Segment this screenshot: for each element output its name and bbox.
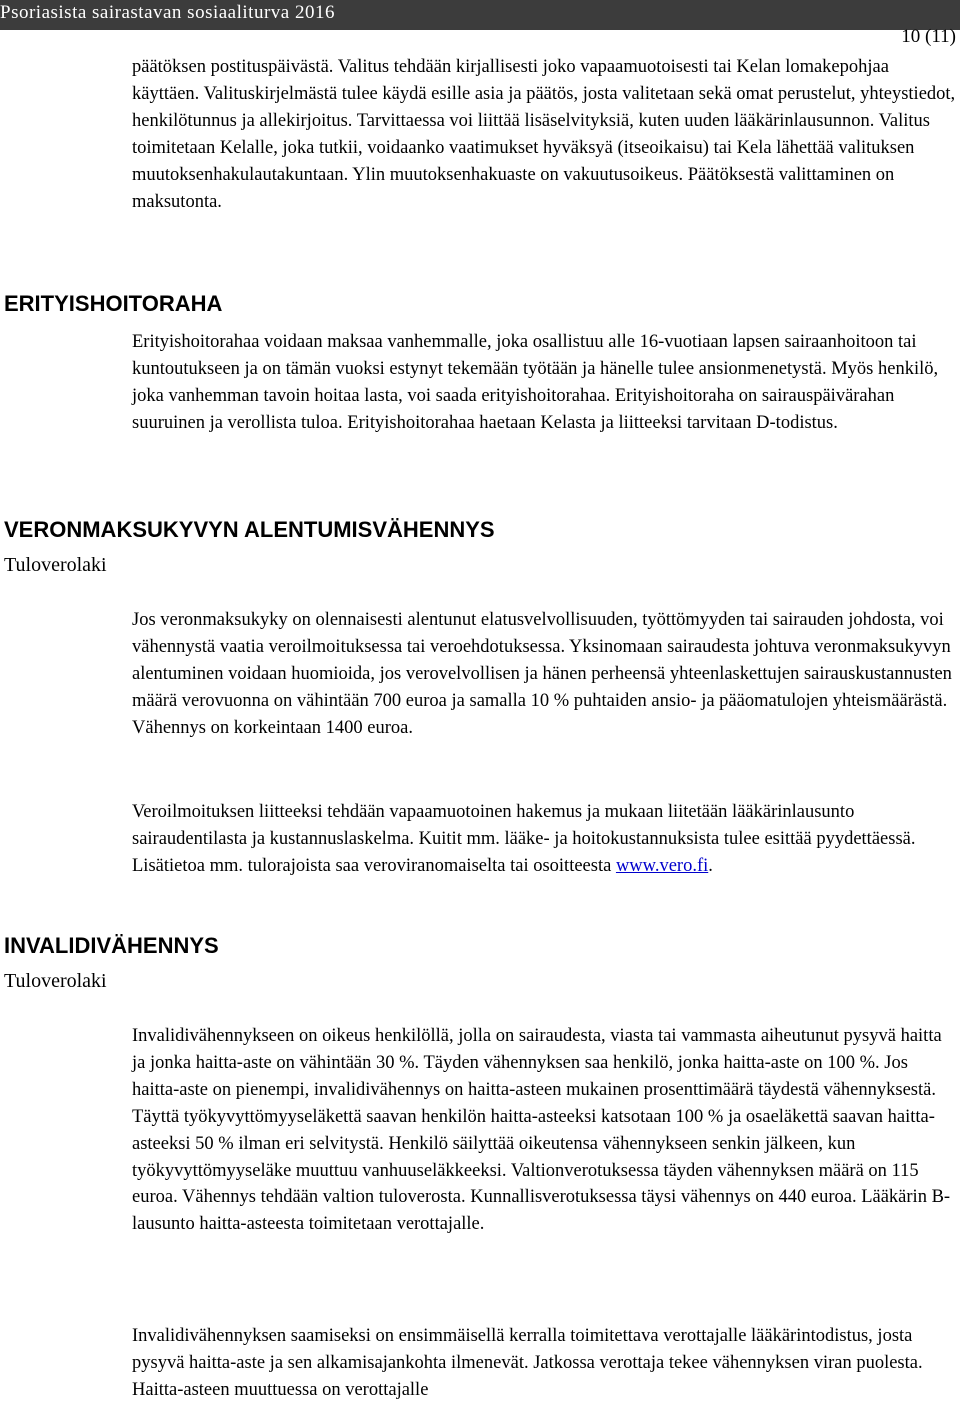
- erityishoitoraha-heading: ERITYISHOITORAHA: [4, 291, 223, 316]
- veronmaksukyky-paragraph-2: [132, 799, 958, 880]
- document-title: Psoriasista sairastavan sosiaaliturva 2016: [0, 2, 335, 23]
- veronmaksukyky-paragraph-2-text: Veroilmoituksen liitteeksi tehdään vapaamuotoinen hakemus ja mukaan liitetään lääkärinlausunto sairaudentilasta ja kustannuslaskelma. Kuitit mm. lääke- ja hoitokustannuksista tulee esittää pyydettäessä. Lisätietoa mm. tulorajoista saa veroviranomaiselta tai osoitteesta: [132, 802, 916, 876]
- invalidivahennys-heading: INVALIDIVÄHENNYS: [4, 933, 219, 958]
- vero-fi-link[interactable]: www.vero.fi: [615, 855, 709, 876]
- page-number: 10 (11): [901, 26, 956, 47]
- veronmaksukyky-subheading: Tuloverolaki: [4, 554, 107, 576]
- veronmaksukyky-paragraph-2-end: .: [708, 855, 713, 876]
- invalidivahennys-paragraph-1: Invalidivähennykseen on oikeus henkilöllä, jolla on sairaudesta, viasta tai vammasta aiheutunut pysyvä haitta ja jonka haitta-aste on vähintään 30 %. Täyden vähennyksen saa henkilö, jonka haitta-aste on 100 %. Jos haitta-aste on pienempi, invalidivähennys on haitta-asteen mukainen prosenttimäärä täydestä vähennyksestä. Täyttä työkyvyttömyyseläkettä saavan henkilön haitta-asteeksi katsotaan 100 % ja osaeläkettä saavan haitta-asteeksi 50 % ilman eri selvitystä. Henkilö säilyttää oikeutensa vähennykseen senkin jälkeen, kun työkyvyttömyyseläke muuttuu vanhuuseläkkeeksi. Valtionverotuksessa täyden vähennyksen määrä on 115 euroa. Vähennys tehdään valtion tuloverosta. Kunnallisverotuksessa täysi vähennys on 440 euroa. Lääkärin B-lausunto haitta-asteesta toimitetaan verottajalle.: [132, 1026, 951, 1235]
- intro-paragraph: päätöksen postituspäivästä. Valitus tehdään kirjallisesti joko vapaamuotoisesti tai Kelan lomakepohjaa käyttäen. Valituskirjelmästä tulee käydä esille asia ja päätös, josta valitetaan sekä omat perustelut, yhteystiedot, henkilötunnus ja allekirjoitus. Tarvittaessa voi liittää lisäselvityksiä, kuten uuden lääkärinlausunnon. Valitus toimitetaan Kelalle, joka tutkii, voidaanko vaatimukset hyväksyä (itseoikaisu) tai Kela lähettää valituksen muutoksenhakulautakuntaan. Ylin muutoksenhakuaste on vakuutusoikeus. Päätöksestä valittaminen on maksutonta.: [132, 57, 956, 212]
- invalidivahennys-subheading: Tuloverolaki: [4, 970, 107, 992]
- veronmaksukyky-paragraph-1: Jos veronmaksukyky on olennaisesti alentunut elatusvelvollisuuden, työttömyyden tai sairauden johdosta, voi vähennystä vaatia veroilmoituksessa tai veroehdotuksessa. Yksinomaan sairaudesta johtuva veronmaksukyvyn alentuminen voidaan huomioida, jos verovelvollisen ja hänen perheensä yhteenlaskettujen sairauskustannusten määrä verovuonna on vähintään 700 euroa ja samalla 10 % puhtaiden ansio- ja pääomatulojen yhteismäärästä. Vähennys on korkeintaan 1400 euroa.: [132, 610, 952, 738]
- running-header: [0, 0, 960, 30]
- erityishoitoraha-paragraph: Erityishoitorahaa voidaan maksaa vanhemmalle, joka osallistuu alle 16-vuotiaan lapsen sairaanhoitoon tai kuntoutukseen ja on tämän vuoksi estynyt tekemään työtään ja hänelle tulee ansionmenetystä. Myös henkilö, joka vanhemman tavoin hoitaa lasta, voi saada erityishoitorahaa. Erityishoitoraha on sairauspäivärahan suuruinen ja verollista tuloa. Erityishoitorahaa haetaan Kelasta ja liitteeksi tarvitaan D-todistus.: [132, 332, 939, 433]
- invalidivahennys-paragraph-2: Invalidivähennyksen saamiseksi on ensimmäisellä kerralla toimitettava verottajalle lääkärintodistus, josta pysyvä haitta-aste ja sen alkamisajankohta ilmenevät. Jatkossa verottaja tekee vähennyksen viran puolesta. Haitta-asteen muuttuessa on verottajalle: [132, 1326, 923, 1400]
- veronmaksukyky-heading: VERONMAKSUKYVYN ALENTUMISVÄHENNYS: [4, 517, 495, 542]
